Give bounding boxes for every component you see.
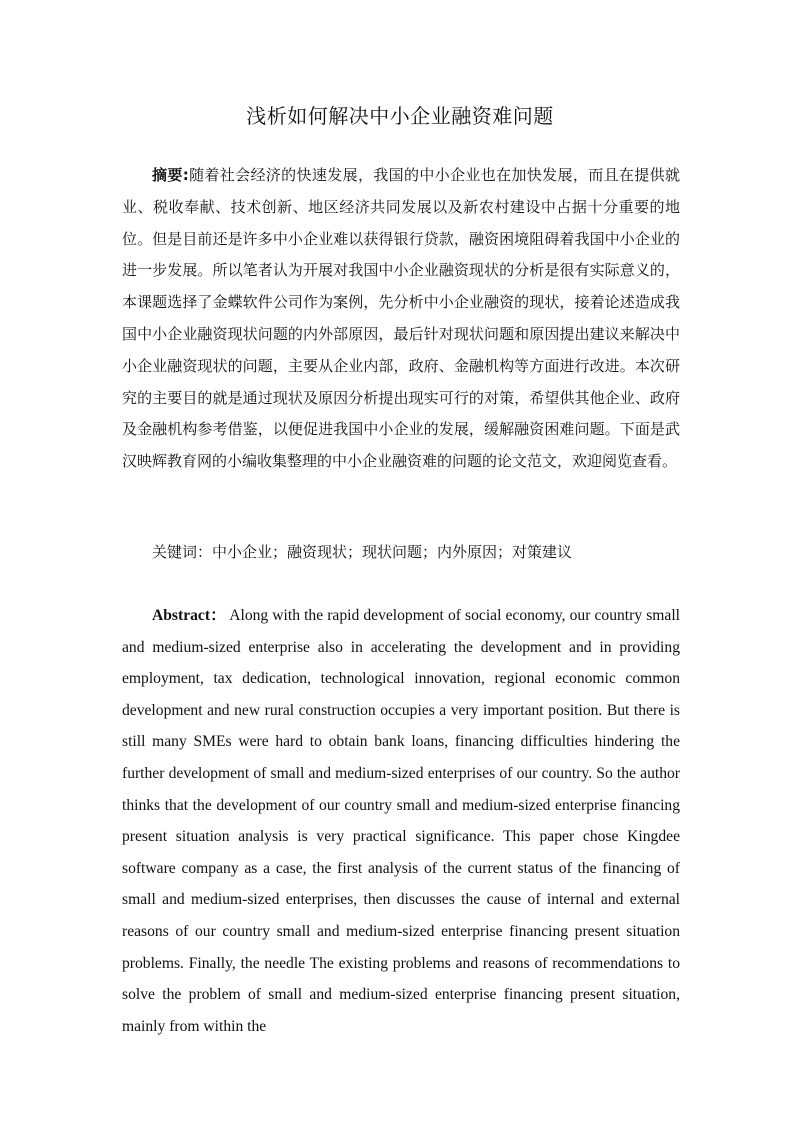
abstract-en-paragraph: [122, 600, 680, 1042]
abstract-cn-label: 摘要:: [152, 166, 189, 184]
abstract-en-label: Abstract：: [152, 607, 226, 624]
abstract-cn-text: 随着社会经济的快速发展，我国的中小企业也在加快发展，而且在提供就业、税收奉献、技术创新、地区经济共同发展以及新农村建设中占据十分重要的地位。但是目前还是许多中小企业难以获得银行贷款，融资困境阻碍着我国中小企业的进一步发展。所以笔者认为开展对我国中小企业融资现状的分析是很有实际意义的，本课题选择了金蝶软件公司作为案例，先分析中小企业融资的现状，接着论述造成我国中小企业融资现状问题的内外部原因，最后针对现状问题和原因提出建议来解决中小企业融资现状的问题，主要从企业内部，政府、金融机构等方面进行改进。本次研究的主要目的就是通过现状及原因分析提出现实可行的对策，希望供其他企业、政府及金融机构参考借鉴，以便促进我国中小企业的发展，缓解融资困难问题。下面是武汉映辉教育网的小编收集整理的中小企业融资难的问题的论文范文，欢迎阅览查看。: [122, 166, 681, 471]
document-title: 浅析如何解决中小企业融资难问题: [246, 104, 554, 128]
abstract-en-text: Along with the rapid development of social economy, our country small and medium-sized enterprise also in accelerating the development and in providing employment, tax dedication, technological innovation, regional economic common development and new rural construction occupies a very important position. But there is still many SMEs were hard to obtain bank loans, financing difficulties hindering the further development of small and medium-sized enterprises of our country. So the author thinks that the development of our country small and medium-sized enterprise financing present situation analysis is very practical significance. This paper chose Kingdee software company as a case, the first analysis of the current status of the financing of small and medium-sized enterprises, then discusses the cause of internal and external reasons of our country small and medium-sized enterprise financing present situation problems. Finally, the needle The existing problems and reasons of recommendations to solve the problem of small and medium-sized enterprise financing present situation, mainly from within the: [122, 607, 680, 1035]
abstract-cn-paragraph: [122, 160, 680, 478]
keywords-line: 关键词：中小企业；融资现状；现状问题；内外原因；对策建议: [152, 543, 573, 561]
